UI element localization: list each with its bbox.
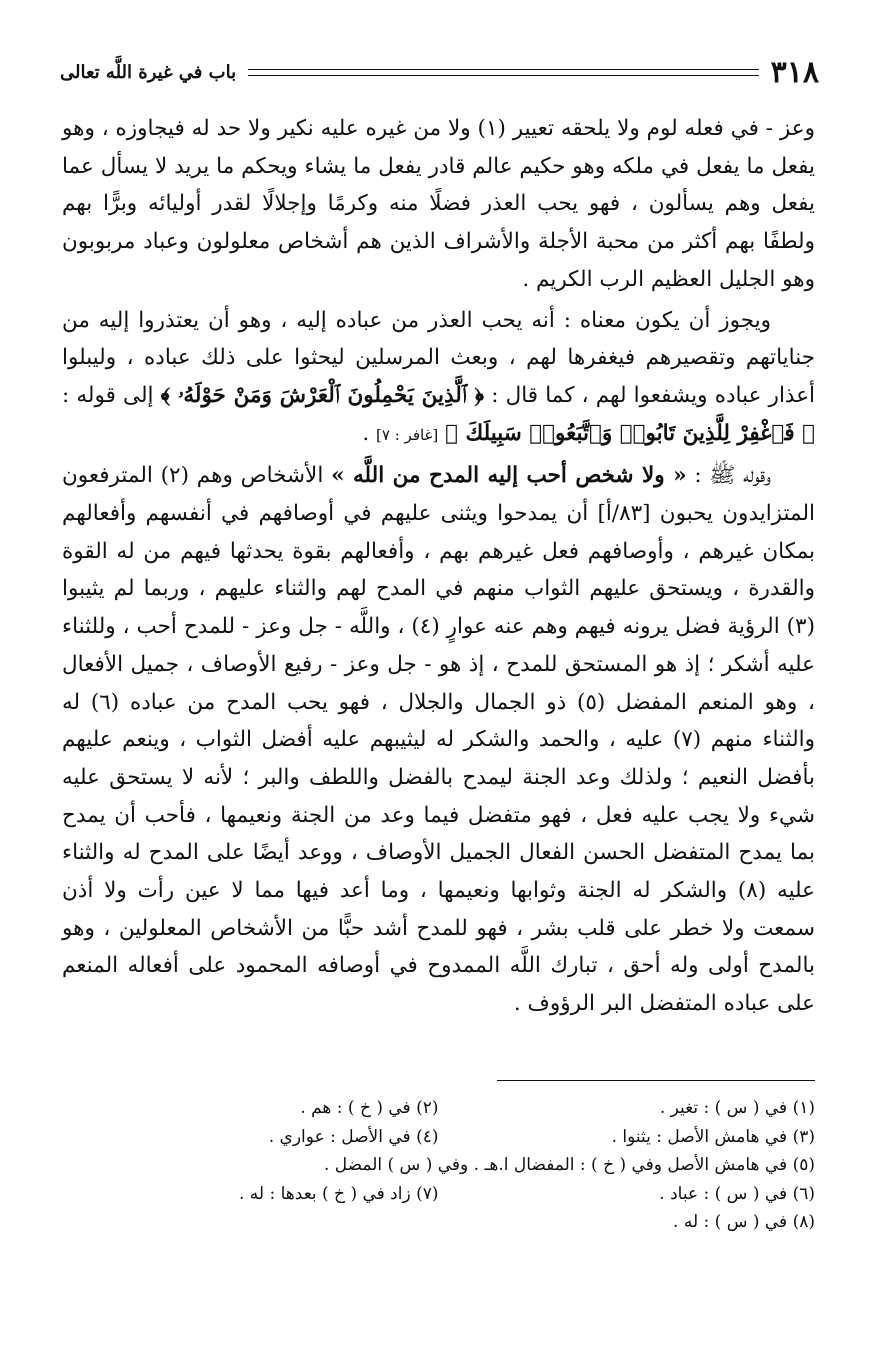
- footnote-6: (٦) في ( س ) : عباد .: [659, 1183, 815, 1204]
- hadith-quote: « ولا شخص أحب إليه المدح من اللَّه »: [331, 463, 687, 489]
- footnote-3: (٣) في هامش الأصل : يثنوا .: [611, 1126, 815, 1147]
- paragraph-2-text-b: إلى قوله :: [62, 382, 154, 408]
- verse-reference: [غافر : ٧]: [376, 425, 439, 444]
- footnote-7: (٧) زاد في ( خ ) بعدها : له .: [238, 1183, 439, 1204]
- footnote-separator: [497, 1080, 815, 1081]
- quran-verse-1: ﴿ ٱلَّذِينَ يَحْمِلُونَ ٱلْعَرْشَ وَمَنْ حَوْلَهُۥ ﴾: [160, 382, 485, 408]
- footnote-5: (٥) في هامش الأصل وفي ( خ ) : المفضال ا.هـ . وفي ( س ) المضل .: [323, 1155, 815, 1176]
- footnote-8: (٨) في ( س ) : له .: [673, 1212, 815, 1233]
- paragraph-3-text-b: الأشخاص وهم (٢) المترفعون المتزايدون يحبون [٨٣/أ] أن يمدحوا ويثنى عليهم في أوصافهم في أنفسهم وأفعالهم بمكان غيرهم ، وأوصافهم فعل غيرهم بهم ، وأفعالهم بقوة يحدثها فيهم من له القوة والقدرة ، ويستحق عليهم الثواب منهم في المدح لهم والثناء عليهم ، وربما لم يثيبوا (٣) الرؤية فضل يرونه فيهم وهم عنه عوارٍ (٤) ، واللَّه - جل وعز - للمدح أحب ، وللثناء عليه أشكر ؛ إذ هو المستحق للمدح ، إذ هو - جل وعز - رفيع الأوصاف ، جميل الأفعال ، وهو المنعم المفضل (٥) ذو الجمال والجلال ، فهو يحب المدح من عباده (٦) له والثناء منهم (٧) عليه ، والحمد والشكر له ليثيبهم عليه أفضل الثواب ، وينعم عليهم بأفضل النعيم ؛ ولذلك وعد الجنة ليمدح بالفضل واللطف والبر ؛ لأنه لا يستحق عليه شيء ولا يجب عليه فعل ، فهو متفضل فيما وعد من الجنة ونعيمها ، فأحب أن يمدح بما يمدح المتفضل الحسن الفعال الجميل الأوصاف ، ووعد أيضًا على المدح له والثناء عليه (٨) والشكر له الجنة وثوابها ونعيمها ، وما أعد فيها مما لا عين رأت ولا أذن سمعت ولا خطر على قلب بشر ، فهو للمدح أشد حبًّا من الأشخاص المعلولين ، وهو بالمدح أولى وله أحق ، تبارك اللَّه الممدوح في أوصافه المحمود على أفعاله المنعم على عباده المتفضل البر الرؤوف .: [62, 463, 815, 1017]
- page-header: [60, 54, 819, 90]
- header-double-rule: [248, 69, 759, 76]
- main-text: [62, 110, 815, 1023]
- paragraph-2-text-a: ويجوز أن يكون معناه : أنه يحب العذر من عباده إليه ، وهو أن يعتذروا إليه من جناياتهم وتقصيرهم فيغفرها لهم ، وبعث المرسلين ليحثوا على ذلك عباده ، وليبلوا أعذار عباده ويشفعوا لهم ، كما قال :: [62, 307, 815, 408]
- footnotes: [62, 1094, 815, 1237]
- footnote-4: (٤) في الأصل : عواري .: [268, 1126, 439, 1147]
- footnote-row: [62, 1208, 815, 1237]
- running-title: باب في غيرة اللَّه تعالى: [60, 61, 237, 83]
- footnote-row: [62, 1151, 815, 1180]
- footnote-2: (٢) في ( خ ) : هم .: [300, 1098, 439, 1119]
- paragraph-3: [62, 457, 815, 1023]
- paragraph-2: [62, 302, 815, 455]
- footnote-row: [62, 1094, 815, 1123]
- paragraph-2-end: .: [362, 420, 370, 446]
- footnote-1: (١) في ( س ) : تغير .: [659, 1098, 815, 1119]
- footnote-row: [62, 1123, 815, 1152]
- page-number: ٣١٨: [770, 54, 819, 90]
- quran-verse-2: ﴿ فَٱغْفِرْ لِلَّذِينَ تَابُوا۟ وَٱتَّبَعُوا۟ سَبِيلَكَ ﴾: [445, 420, 815, 446]
- paragraph-3-text-a: وقوله ﷺ :: [694, 463, 772, 489]
- paragraph-1: وعز - في فعله لوم ولا يلحقه تعيير (١) ولا من غيره عليه نكير ولا حد له فيجاوزه ، وهو يفعل ما يفعل في ملكه وهو حكيم عالم قادر يفعل ما يشاء ويحكم ما يريد لا يسأل عما يفعل وهم يسألون ، فهو يحب العذر فضلًا منه وكرمًا وإجلالًا لقدر أوليائه وبرًّا بهم ولطفًا بهم أكثر من محبة الأجلة والأشراف الذين هم أشخاص معلولون وعباد مربوبون وهو الجليل العظيم الرب الكريم .: [62, 116, 815, 292]
- footnote-row: [62, 1180, 815, 1209]
